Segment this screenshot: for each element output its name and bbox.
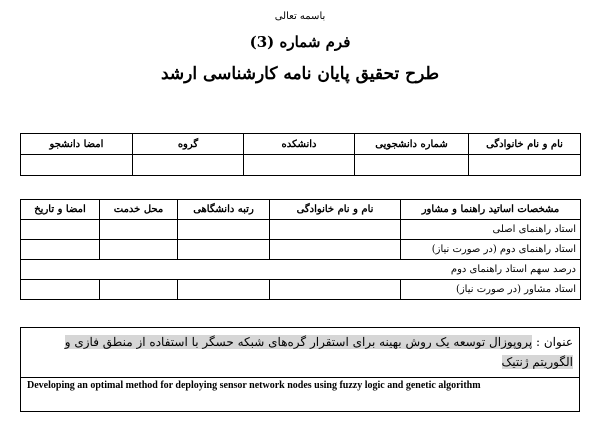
student-header-row: [21, 134, 581, 155]
row-label-second-supervisor: استاد راهنمای دوم (در صورت نیاز): [401, 240, 581, 260]
table-row: [21, 260, 581, 280]
thesis-title-label: عنوان :: [536, 335, 573, 349]
bismillah-text: باسمه تعالی: [274, 11, 326, 22]
col-header-academic-rank: رتبه دانشگاهی: [178, 200, 270, 220]
table-cell[interactable]: [270, 280, 401, 300]
table-cell[interactable]: [100, 280, 178, 300]
col-header-student-signature: امضا دانشجو: [21, 134, 133, 155]
row-label-second-supervisor-share: درصد سهم استاد راهنمای دوم: [21, 260, 581, 280]
table-cell[interactable]: [178, 240, 270, 260]
supervisors-header-row: [21, 200, 581, 220]
col-header-group: گروه: [133, 134, 244, 155]
thesis-title-persian: [28, 332, 573, 372]
table-cell[interactable]: [270, 220, 401, 240]
table-cell[interactable]: [270, 240, 401, 260]
thesis-title-persian-text: پروپوزال توسعه یک روش بهینه برای استقرار گره‌های شبکه حسگر با استفاده از منطق فازی و الگوریتم ژنتیک: [64, 335, 573, 369]
group-field[interactable]: [133, 155, 244, 176]
table-cell[interactable]: [178, 280, 270, 300]
table-row: [21, 220, 581, 240]
col-header-workplace: محل خدمت: [100, 200, 178, 220]
table-row: [21, 280, 581, 300]
form-title: طرح تحقیق پایان نامه کارشناسی ارشد: [160, 64, 440, 84]
row-label-advisor: استاد مشاور (در صورت نیاز): [401, 280, 581, 300]
thesis-title-box: [20, 327, 580, 412]
table-cell[interactable]: [178, 220, 270, 240]
table-cell[interactable]: [21, 240, 100, 260]
col-header-student-id: شماره دانشجویی: [355, 134, 469, 155]
col-header-supervisor-name: نام و نام خانوادگی: [270, 200, 401, 220]
title-divider: [21, 377, 579, 378]
student-value-row: [21, 155, 581, 176]
thesis-title-english: Developing an optimal method for deploying sensor network nodes using fuzzy logic and genetic algorithm: [27, 380, 481, 391]
student-info-table: [20, 133, 581, 176]
student-signature-field[interactable]: [21, 155, 133, 176]
row-label-main-supervisor: استاد راهنمای اصلی: [401, 220, 581, 240]
col-header-supervisor-role: مشخصات اساتید راهنما و مشاور: [401, 200, 581, 220]
table-cell[interactable]: [100, 240, 178, 260]
table-cell[interactable]: [21, 220, 100, 240]
col-header-faculty: دانشکده: [244, 134, 355, 155]
student-id-field[interactable]: [355, 155, 469, 176]
full-name-field[interactable]: [469, 155, 581, 176]
supervisors-table: [20, 199, 581, 300]
table-cell[interactable]: [21, 280, 100, 300]
col-header-signature-date: امضا و تاریخ: [21, 200, 100, 220]
form-number: فرم شماره (3): [249, 33, 351, 51]
table-cell[interactable]: [100, 220, 178, 240]
table-row: [21, 240, 581, 260]
faculty-field[interactable]: [244, 155, 355, 176]
col-header-full-name: نام و نام خانوادگی: [469, 134, 581, 155]
